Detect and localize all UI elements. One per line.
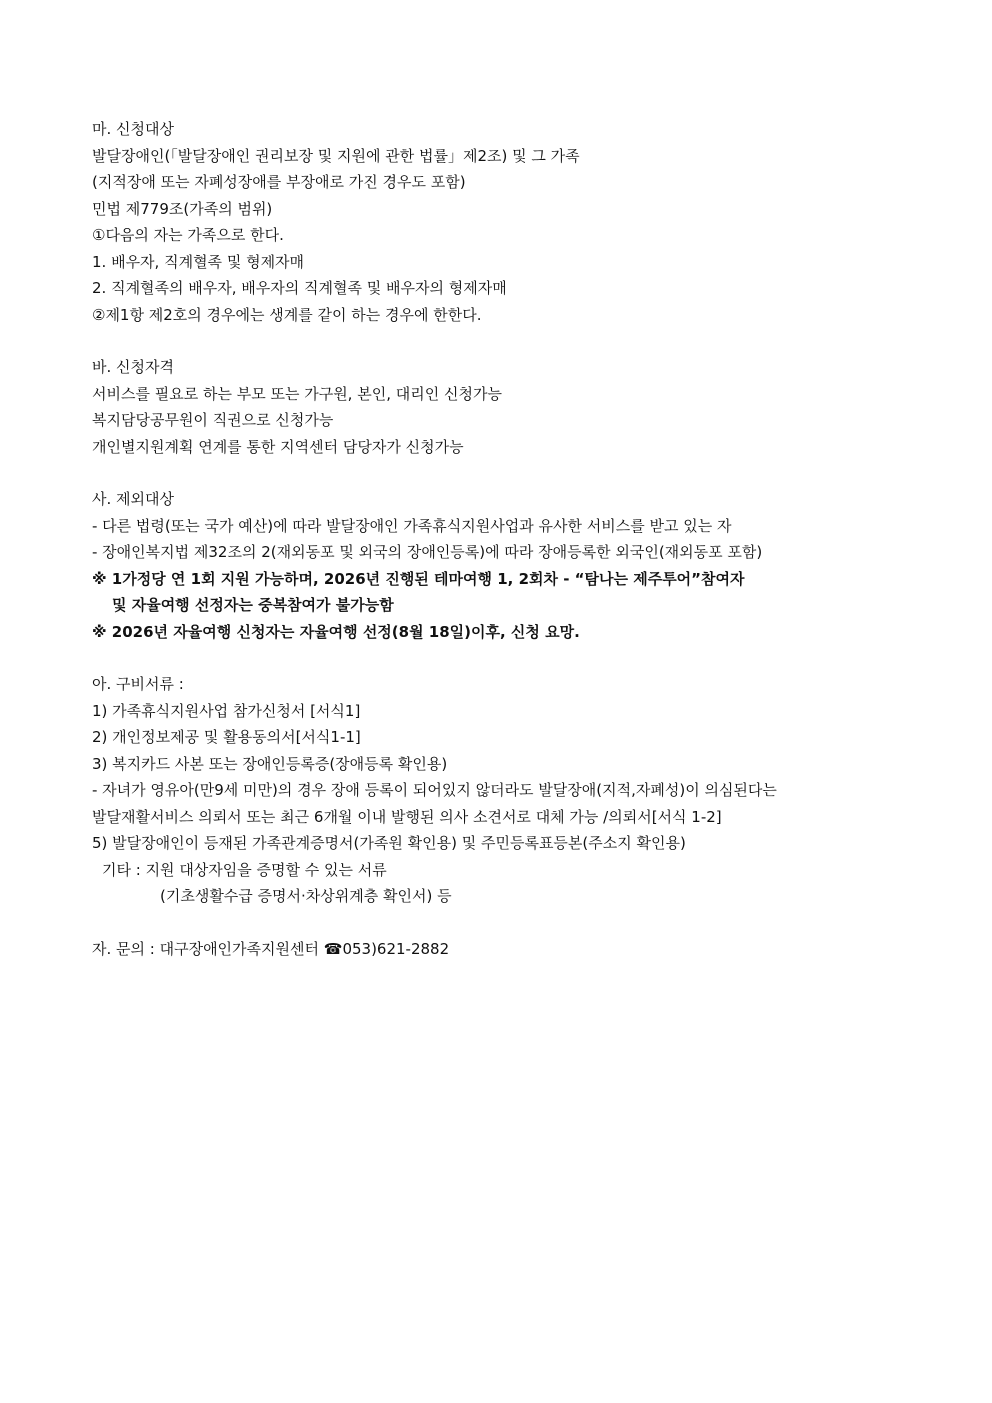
text-line: 발달장애인(「발달장애인 권리보장 및 지원에 관한 법률」제2조) 및 그 가족 [92,146,580,165]
section-heading-ba: 바. 신청자격 [92,358,174,376]
text-line: (지적장애 또는 자폐성장애를 부장애로 가진 경우도 포함) [92,173,466,191]
document-etc: 기타 : 지원 대상자임을 증명할 수 있는 서류 [102,860,387,879]
document-item: 2) 개인정보제공 및 활용동의서[서식1-1] [92,728,361,746]
document-item: 5) 발달장애인이 등재된 가족관계증명서(가족원 확인용) 및 주민등록표등본(주소지 확인용) [92,834,686,852]
document-etc-detail: (기초생활수급 증명서·차상위계층 확인서) 등 [160,887,452,905]
note-line: ※ 1가정당 연 1회 지원 가능하며, 2026년 진행된 테마여행 1, 2회차 - “탐나는 제주투어”참여자 [92,569,745,588]
text-line: 1. 배우자, 직계혈족 및 형제자매 [92,252,305,271]
section-contact [92,936,952,963]
text-line: - 장애인복지법 제32조의 2(재외동포 및 외국의 장애인등록)에 따라 장애등록한 외국인(재외동포 포함) [92,543,763,561]
text-line: 복지담당공무원이 직권으로 신청가능 [92,411,334,429]
document-item: 1) 가족휴식지원사업 참가신청서 [서식1] [92,701,361,720]
section-application-target [92,116,952,328]
section-application-eligibility [92,354,952,460]
section-heading-a: 아. 구비서류 : [92,675,184,693]
note-line: ※ 2026년 자율여행 신청자는 자율여행 선정(8월 18일)이후, 신청 요망. [92,622,580,641]
text-line: 민법 제779조(가족의 범위) [92,199,273,218]
document-item: 발달재활서비스 의뢰서 또는 최근 6개월 이내 발행된 의사 소견서로 대체 가능 /의뢰서[서식 1-2] [92,807,722,826]
document-page [92,116,952,988]
note-line: 및 자율여행 선정자는 중복참여가 불가능함 [112,596,394,614]
section-required-documents [92,671,952,910]
text-line: ②제1항 제2호의 경우에는 생계를 같이 하는 경우에 한한다. [92,305,482,324]
section-exclusions [92,486,952,645]
section-heading-ma: 마. 신청대상 [92,120,174,138]
document-item: - 자녀가 영유아(만9세 미만)의 경우 장애 등록이 되어있지 않더라도 발달장애(지적,자폐성)이 의심된다는 [92,781,777,799]
text-line: 서비스를 필요로 하는 부모 또는 가구원, 본인, 대리인 신청가능 [92,384,502,403]
text-line: ①다음의 자는 가족으로 한다. [92,226,284,244]
text-line: 2. 직계혈족의 배우자, 배우자의 직계혈족 및 배우자의 형제자매 [92,279,507,297]
document-item: 3) 복지카드 사본 또는 장애인등록증(장애등록 확인용) [92,754,448,773]
text-line: - 다른 법령(또는 국가 예산)에 따라 발달장애인 가족휴식지원사업과 유사한 서비스를 받고 있는 자 [92,516,732,535]
text-line: 개인별지원계획 연계를 통한 지역센터 담당자가 신청가능 [92,437,464,456]
section-heading-sa: 사. 제외대상 [92,490,174,508]
contact-line: 자. 문의 : 대구장애인가족지원센터 ☎053)621-2882 [92,939,450,958]
